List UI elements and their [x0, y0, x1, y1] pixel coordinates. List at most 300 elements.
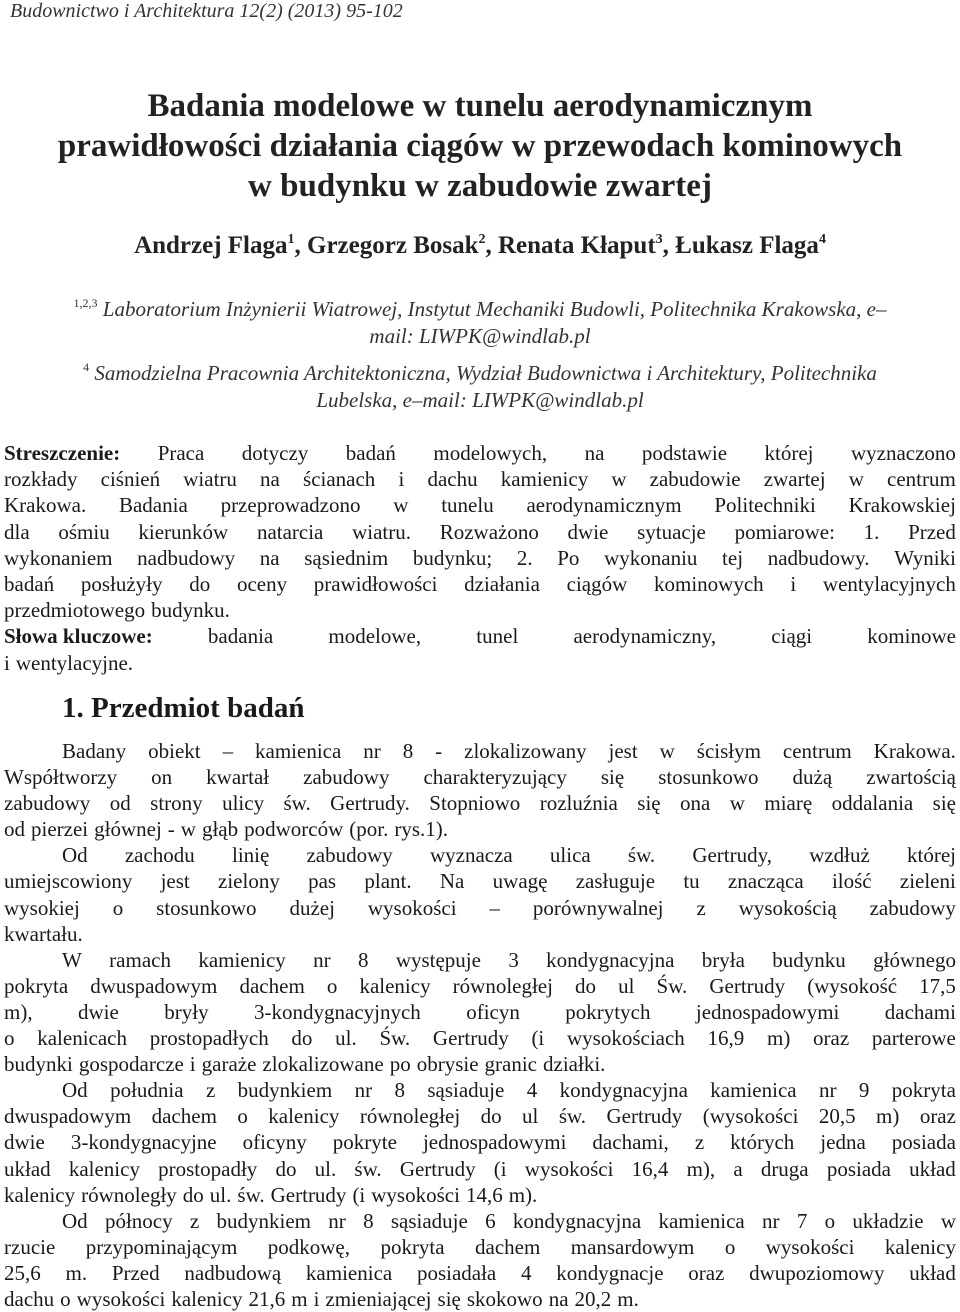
word: dużej	[289, 895, 335, 920]
author-sup: 1	[287, 232, 295, 247]
word: 21,6	[248, 1286, 286, 1311]
affiliation-sup: 4	[83, 360, 90, 374]
word: budynku;	[412, 545, 493, 570]
word: posiada	[891, 1130, 956, 1155]
word: działki.	[543, 1052, 606, 1077]
affiliation-2	[20, 354, 940, 414]
word: (i	[531, 1026, 545, 1051]
word: układzie	[852, 1208, 924, 1233]
word: dachem	[151, 1104, 217, 1129]
word: przedmiotowego	[4, 598, 146, 623]
word: centrum	[887, 467, 956, 492]
word: o	[237, 1104, 248, 1129]
word: 7	[796, 1208, 808, 1233]
word: natarcia	[256, 519, 324, 544]
word: bryła	[701, 947, 745, 972]
word: 20,5	[818, 1104, 856, 1129]
abstract-label: Streszczenie:	[4, 441, 121, 465]
word: z	[694, 1130, 705, 1155]
word: oraz	[813, 1026, 850, 1051]
word: pokryta	[380, 1234, 445, 1259]
word: zabudowy	[303, 765, 390, 790]
word: o	[326, 973, 338, 998]
word: Na	[439, 869, 465, 894]
word: podkowę,	[267, 1234, 351, 1259]
word: aerodynamiczny,	[573, 624, 717, 649]
word: i	[398, 467, 405, 492]
word: 16,4	[631, 1156, 669, 1181]
word: nr	[313, 947, 331, 972]
word: pierzei	[31, 817, 89, 842]
author-list	[0, 232, 960, 260]
word: podworców	[244, 817, 344, 842]
word: dachu	[427, 467, 478, 492]
word: jest	[608, 739, 638, 763]
word: bryły	[164, 999, 209, 1024]
word: jednospadowymi	[422, 1130, 567, 1155]
affiliation-text: Samodzielna Pracownia Architektoniczna, Wydział Budownictwa i Architektury, Politechnika	[94, 361, 877, 385]
word: na	[260, 467, 280, 492]
body-line	[4, 1077, 956, 1103]
word: zabudowy	[869, 895, 956, 920]
word: dwie	[78, 999, 119, 1024]
word: ośmiu	[58, 519, 110, 544]
word: równoległej	[359, 1104, 461, 1129]
word: uwagę	[492, 869, 548, 894]
word: których	[730, 1130, 795, 1155]
word: nadbudową	[184, 1260, 282, 1285]
word: prawidłowości	[313, 572, 438, 597]
word: zabudowy	[4, 791, 91, 816]
word: zwartej	[763, 467, 826, 492]
body-line	[4, 842, 956, 868]
word: której	[907, 843, 956, 868]
word: Gertrudy	[270, 1182, 347, 1207]
word: kalenicy	[4, 1182, 76, 1207]
word: (i	[352, 1182, 366, 1207]
body-line	[4, 1156, 956, 1182]
word: oficyny	[242, 1130, 307, 1155]
word: dwie	[567, 519, 609, 544]
word: ciągów	[566, 572, 628, 597]
word: m)	[876, 1104, 900, 1129]
word: stosunkowo	[658, 765, 759, 790]
word: św.	[558, 1104, 587, 1129]
word: miarę	[764, 791, 813, 816]
affiliation-line	[20, 354, 940, 387]
paragraph	[4, 842, 956, 946]
body-line	[4, 738, 956, 764]
word: -	[167, 817, 175, 842]
word: obiekt	[148, 739, 201, 763]
word: ona	[680, 791, 711, 816]
word: o	[824, 1208, 836, 1233]
word: tunel	[476, 624, 519, 649]
word: i	[313, 1286, 320, 1311]
word: budynki	[4, 1052, 73, 1077]
word: wentylacyjne.	[15, 650, 134, 675]
word: kalenicy	[171, 1286, 243, 1311]
word: wentylacyjnych	[822, 572, 956, 597]
word: 4	[526, 1078, 538, 1103]
word: 8	[357, 947, 369, 972]
word: pokrytych	[565, 999, 651, 1024]
word: sąsiednim	[304, 545, 389, 570]
abstract-line	[4, 597, 956, 623]
body-line	[4, 947, 956, 973]
word: zlokalizowane	[262, 1052, 384, 1077]
word: (i	[493, 1156, 507, 1181]
paragraph	[4, 947, 956, 1077]
word: św.	[627, 843, 656, 868]
word: m.	[617, 1286, 639, 1311]
word: Od	[62, 1208, 88, 1233]
paragraph	[4, 1208, 956, 1312]
affiliation-line: Lubelska, e–mail: LIWPK@windlab.pl	[316, 388, 644, 412]
word: równoległy	[81, 1182, 177, 1207]
word: rzucie	[4, 1234, 56, 1259]
word: 17,5	[919, 973, 956, 998]
word: się	[932, 791, 956, 816]
word: ramach	[109, 947, 171, 972]
word: Krakowa.	[4, 493, 87, 518]
word: do	[480, 1104, 502, 1129]
word: budynkiem	[216, 1208, 311, 1233]
word: rys.1).	[394, 817, 449, 842]
word: zieleni	[899, 869, 956, 894]
word: północy	[104, 1208, 173, 1233]
word: 6	[485, 1208, 496, 1233]
title-line: w budynku w zabudowie zwartej	[248, 168, 712, 204]
author-name: Grzegorz Bosak	[307, 232, 479, 259]
word: budynku.	[151, 598, 230, 623]
word: wysokością	[738, 895, 837, 920]
word: ilość	[831, 869, 872, 894]
word: tunelu	[441, 493, 494, 518]
word: garaże	[201, 1052, 257, 1077]
word: Gertrudy.	[330, 791, 410, 816]
body-line	[4, 1286, 956, 1312]
word: ul.	[335, 1026, 357, 1051]
word: Św.	[656, 973, 688, 998]
body-line	[4, 921, 956, 947]
word: 2.	[516, 545, 533, 570]
word: zabudowy	[306, 843, 393, 868]
word: Badania	[118, 493, 188, 518]
word: 8	[363, 1208, 374, 1233]
word: Po	[557, 545, 580, 570]
abstract-line	[4, 545, 956, 571]
keywords-line	[4, 650, 956, 676]
word: dachami	[884, 999, 956, 1024]
word: ul	[618, 973, 635, 998]
word: o	[112, 895, 124, 920]
word: ul	[522, 1104, 539, 1129]
word: Gertrudy,	[692, 843, 773, 868]
body-line	[4, 816, 956, 842]
word: Badany	[62, 739, 127, 763]
word: wykonaniem	[4, 545, 113, 570]
word: kominowe	[867, 624, 956, 649]
word: m)	[766, 1026, 791, 1051]
word: kondygnacyjna	[512, 1208, 642, 1233]
affiliation-line	[20, 290, 940, 323]
word: dwupoziomowy	[749, 1260, 885, 1285]
word: układ	[909, 1260, 956, 1285]
word: kalenicy	[268, 1104, 340, 1129]
word: m),	[686, 1156, 716, 1181]
word: wysokości	[367, 895, 457, 920]
word: wysokości	[371, 1182, 460, 1207]
word: posiadała	[416, 1260, 497, 1285]
word: od	[4, 817, 25, 842]
word: do	[182, 1182, 204, 1207]
word: tu	[683, 869, 700, 894]
word: sytuacje	[637, 519, 706, 544]
body-line	[4, 999, 956, 1025]
word: Przed	[111, 1260, 160, 1285]
word: 3-kondygnacyjnych	[254, 999, 421, 1024]
word: pas	[308, 869, 337, 894]
word: 3-kondygnacyjne	[70, 1130, 217, 1155]
word: św.	[237, 1182, 265, 1207]
word: do	[291, 1026, 313, 1051]
word: wysokości	[765, 1234, 855, 1259]
word: m),	[4, 999, 33, 1024]
word: m.	[65, 1260, 88, 1285]
word: ścianach	[303, 467, 376, 492]
word: linię	[231, 843, 270, 868]
body-line	[4, 973, 956, 999]
word: wysokościach	[566, 1026, 685, 1051]
word: pokryta	[4, 973, 69, 998]
word: w	[393, 493, 409, 518]
word: W	[62, 947, 82, 972]
word: posłużyły	[80, 572, 163, 597]
word: wysokiej	[4, 895, 80, 920]
title-line: prawidłowości działania ciągów w przewodach kominowych	[57, 128, 903, 164]
word: występuje	[395, 947, 481, 972]
word: oceny	[236, 572, 288, 597]
word: 9	[858, 1078, 870, 1103]
word: oraz	[688, 1260, 725, 1285]
word: modelowe,	[328, 624, 422, 649]
word: ścisłym	[696, 739, 761, 763]
word: głąb	[201, 817, 239, 842]
author-name: Łukasz Flaga	[675, 232, 819, 259]
word: ul.	[209, 1182, 232, 1207]
word: 8	[402, 739, 414, 763]
word: 4	[521, 1260, 532, 1285]
word: budynkiem	[237, 1078, 333, 1103]
word: do	[275, 1156, 297, 1181]
word: układ	[909, 1156, 956, 1181]
word: obrysie	[416, 1052, 479, 1077]
affiliation-text: Laboratorium Inżynierii Wiatrowej, Instytut Mechaniki Budowli, Politechnika Krakowska, e–	[102, 297, 887, 321]
word: sąsiaduje	[427, 1078, 505, 1103]
word: wysokości	[524, 1156, 614, 1181]
word: 20,2	[574, 1286, 612, 1311]
author-sep: ,	[662, 232, 676, 259]
word: w	[848, 467, 864, 492]
word: Krakowa.	[873, 739, 956, 763]
abstract-line	[4, 492, 956, 518]
word: kondygnacyjna	[559, 1078, 688, 1103]
word: kalenicy	[884, 1234, 956, 1259]
word: -	[435, 739, 443, 763]
word: skokowo	[466, 1286, 543, 1311]
body-line	[4, 1129, 956, 1155]
body-line	[4, 895, 956, 921]
word: nadbudowy.	[767, 545, 870, 570]
body-text	[4, 738, 956, 1312]
word: kondygnacyjna	[546, 947, 675, 972]
word: strony	[150, 791, 203, 816]
word: badań	[345, 441, 396, 465]
body-line	[4, 764, 956, 790]
word: zachodu	[124, 843, 195, 868]
body-line	[4, 790, 956, 816]
word: prostopadły	[158, 1156, 258, 1181]
word: jednospadowymi	[695, 999, 840, 1024]
word: aerodynamicznym	[526, 493, 682, 518]
word: posiada	[826, 1156, 891, 1181]
word: Krakowskiej	[848, 493, 956, 518]
word: nr	[762, 1208, 780, 1233]
word: (por.	[349, 817, 389, 842]
word: kamienica	[255, 739, 342, 763]
word: a	[733, 1156, 743, 1181]
word: w	[659, 739, 675, 763]
word: o	[724, 1234, 736, 1259]
section-heading: 1. Przedmiot badań	[62, 692, 305, 724]
word: dwie	[4, 1130, 45, 1155]
word: kamienicy	[500, 467, 589, 492]
word: ciśnień	[100, 467, 161, 492]
word: stosunkowo	[156, 895, 257, 920]
author-sep: ,	[485, 232, 498, 259]
body-line	[4, 868, 956, 894]
word: kalenicy	[68, 1156, 140, 1181]
title-line: Badania modelowe w tunelu aerodynamicznym	[147, 88, 813, 124]
word: centrum	[782, 739, 852, 763]
word: do	[575, 973, 597, 998]
word: Praca	[157, 441, 205, 465]
word: południa	[110, 1078, 184, 1103]
word: porównywalnej	[532, 895, 664, 920]
word: kalenicy	[359, 973, 431, 998]
abstract-line	[4, 466, 956, 492]
affiliation-line: mail: LIWPK@windlab.pl	[369, 324, 591, 348]
word: i	[4, 650, 10, 675]
word: ciągi	[771, 624, 813, 649]
word: dachem	[239, 973, 305, 998]
word: sąsiaduje	[390, 1208, 468, 1233]
word: jest	[160, 869, 190, 894]
word: Politechniki	[714, 493, 816, 518]
word: tej	[722, 545, 744, 570]
word: 1.	[863, 519, 880, 544]
word: 14,6	[465, 1182, 503, 1207]
author-sup: 2	[478, 232, 486, 247]
word: ul.	[314, 1156, 337, 1181]
word: kamienica	[305, 1260, 393, 1285]
word: dachami,	[592, 1130, 669, 1155]
body-line	[4, 1234, 956, 1260]
body-line	[4, 1103, 956, 1129]
word: nr	[328, 1208, 346, 1233]
word: kierunków	[138, 519, 229, 544]
author-name: Andrzej Flaga	[134, 232, 288, 259]
body-line	[4, 1260, 956, 1286]
word: przypominającym	[85, 1234, 238, 1259]
word: zabudowie	[649, 467, 741, 492]
word: mansardowym	[570, 1234, 695, 1259]
word: badań	[4, 572, 55, 597]
word: Św.	[379, 1026, 411, 1051]
word: na	[584, 441, 605, 465]
word: badania	[207, 624, 274, 649]
word: oraz	[919, 1104, 956, 1129]
word: o	[60, 1286, 71, 1311]
word: m).	[508, 1182, 538, 1207]
author-sup: 4	[818, 232, 826, 247]
word: oficyn	[466, 999, 520, 1024]
word: pomiarowe:	[734, 519, 835, 544]
word: z	[205, 1078, 216, 1103]
word: plant.	[364, 869, 412, 894]
word: dużą	[792, 765, 833, 790]
word: gospodarcze	[78, 1052, 184, 1077]
word: –	[489, 895, 500, 920]
abstract-line	[4, 571, 956, 597]
word: pokryta	[891, 1078, 956, 1103]
word: Rozważono	[439, 519, 539, 544]
word: Stopniowo	[429, 791, 521, 816]
word: kwartał	[206, 765, 270, 790]
word: wzdłuż	[809, 843, 870, 868]
word: jedna	[820, 1130, 866, 1155]
word: dla	[4, 519, 30, 544]
body-line	[4, 1208, 956, 1234]
word: –	[222, 739, 234, 763]
word: pokryte	[332, 1130, 397, 1155]
body-line	[4, 1182, 956, 1208]
word: nadbudowy	[137, 545, 236, 570]
word: której	[764, 441, 814, 465]
body-line	[4, 1051, 956, 1077]
keywords-label: Słowa kluczowe:	[4, 624, 153, 649]
word: kamienica	[658, 1208, 745, 1233]
word: Od	[62, 843, 88, 868]
word: znacząca	[727, 869, 804, 894]
word: modelowych,	[433, 441, 548, 465]
word: się	[600, 765, 625, 790]
word: kalenicach	[37, 1026, 127, 1051]
word: w	[180, 817, 196, 842]
word: wyznacza	[429, 843, 513, 868]
word: kominowych	[654, 572, 764, 597]
word: ulica	[549, 843, 591, 868]
abstract-line-first	[4, 440, 956, 466]
affiliation-1	[20, 290, 940, 350]
word: głównej	[94, 817, 162, 842]
word: nr	[363, 739, 381, 763]
word: wiatru.	[352, 519, 411, 544]
word: w	[611, 467, 627, 492]
paper-title	[0, 86, 960, 206]
body-line	[4, 1025, 956, 1051]
